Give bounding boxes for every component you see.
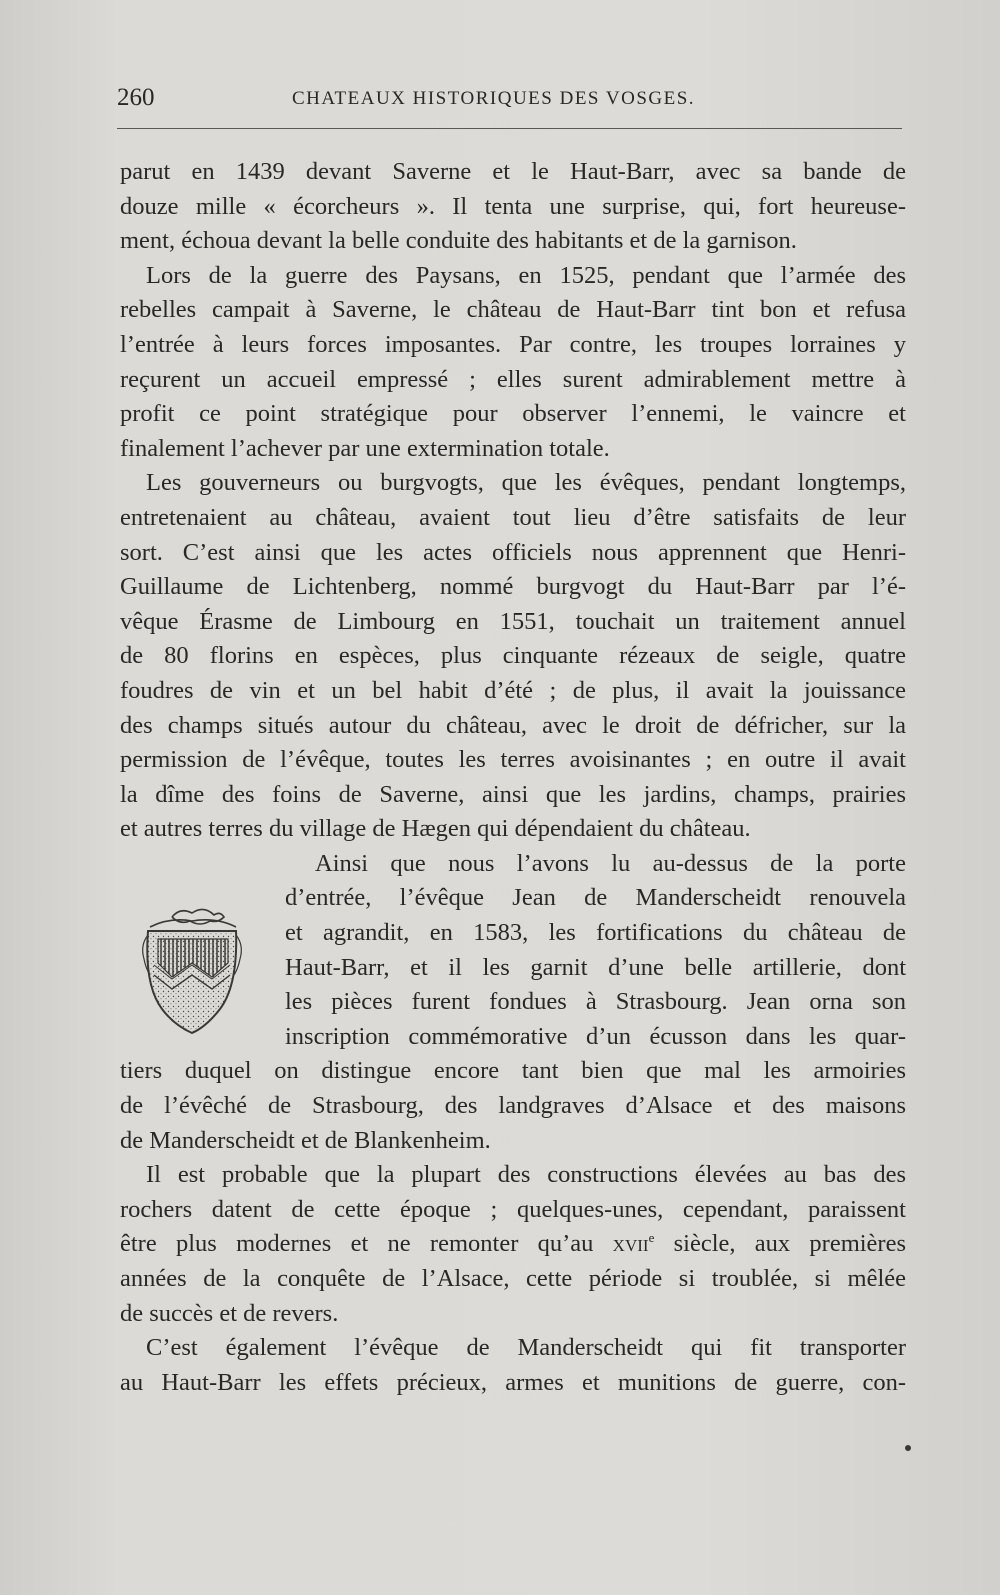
header-rule <box>117 128 902 129</box>
page-header <box>117 84 902 120</box>
text-line: l’entrée à leurs forces imposantes. Par contre, les troupes lorraines y <box>120 330 906 358</box>
text-line: d’entrée, l’évêque Jean de Manderscheidt renouvela <box>285 884 906 912</box>
paragraph-6 <box>120 1331 906 1400</box>
text-line: de l’évêché de Strasbourg, des landgraves d’Alsace et des maisons <box>120 1092 906 1120</box>
text-line: Les gouverneurs ou burgvogts, que les évêques, pendant longtemps, <box>146 469 906 497</box>
text-line: foudres de vin et un bel habit d’été ; de plus, il avait la jouissance <box>120 676 906 704</box>
century-numeral: xvii <box>612 1230 649 1258</box>
text-line: tiers duquel on distingue encore tant bien que mal les armoiries <box>120 1057 906 1085</box>
coat-of-arms-icon <box>132 905 252 1040</box>
paragraph-2 <box>120 259 906 467</box>
paragraph-5 <box>120 1158 906 1331</box>
text-line: années de la conquête de l’Alsace, cette période si troublée, si mêlée <box>120 1265 906 1292</box>
text-line: inscription commémorative d’un écusson dans les quar- <box>285 1022 906 1050</box>
text-line: reçurent un accueil empressé ; elles surent admirablement mettre à <box>120 365 906 393</box>
text-line: Il est probable que la plupart des constructions élevées au bas des <box>146 1161 906 1189</box>
paragraph-1 <box>120 155 906 259</box>
text-fragment: siècle, aux premières <box>654 1230 906 1258</box>
text-line: finalement l’achever par une extermination totale. <box>120 434 610 462</box>
text-line: rochers datent de cette époque ; quelques-unes, cependant, paraissent <box>120 1195 906 1223</box>
text-line: au Haut-Barr les effets précieux, armes et munitions de guerre, con- <box>120 1368 906 1396</box>
ink-speck <box>905 1445 911 1451</box>
superscript: e <box>648 1230 655 1246</box>
text-line: Guillaume de Lichtenberg, nommé burgvogt du Haut-Barr par l’é- <box>120 573 906 601</box>
text-line: les pièces furent fondues à Strasbourg. Jean orna son <box>285 988 906 1016</box>
text-line: de succès et de revers. <box>120 1299 339 1327</box>
text-line: parut en 1439 devant Saverne et le Haut-Barr, avec sa bande de <box>120 158 906 185</box>
page-number: 260 <box>117 84 155 111</box>
text-line: de Manderscheidt et de Blankenheim. <box>120 1126 491 1154</box>
text-line: vêque Érasme de Limbourg en 1551, touchait un traitement annuel <box>120 607 906 635</box>
text-line: entretenaient au château, avaient tout lieu d’être satisfaits de leur <box>120 503 906 531</box>
text-line: de 80 florins en espèces, plus cinquante rézeaux de seigle, quatre <box>120 642 906 670</box>
text-line: et autres terres du village de Hægen qui dépendaient du château. <box>120 815 751 843</box>
text-line <box>120 1227 906 1262</box>
paragraph-3 <box>120 466 906 847</box>
running-title: CHATEAUX HISTORIQUES DES VOSGES. <box>292 88 696 109</box>
body-text <box>120 155 906 1400</box>
text-line: rebelles campait à Saverne, le château de Haut-Barr tint bon et refusa <box>120 296 906 324</box>
text-line: sort. C’est ainsi que les actes officiels nous apprennent que Henri- <box>120 538 906 566</box>
text-line: Ainsi que nous l’avons lu au-dessus de la porte <box>315 849 906 877</box>
text-line: C’est également l’évêque de Manderscheidt qui fit transporter <box>146 1334 906 1362</box>
text-line: Haut-Barr, et il les garnit d’une belle artillerie, dont <box>285 953 906 981</box>
text-line: douze mille « écorcheurs ». Il tenta une surprise, qui, fort heureuse- <box>120 192 906 220</box>
text-line: ment, échoua devant la belle conduite des habitants et de la garnison. <box>120 227 797 255</box>
text-line: la dîme des foins de Saverne, ainsi que les jardins, champs, prairies <box>120 780 906 808</box>
text-line: permission de l’évêque, toutes les terres avoisinantes ; en outre il avait <box>120 746 906 774</box>
text-line: et agrandit, en 1583, les fortifications du château de <box>285 919 906 947</box>
text-line: Lors de la guerre des Paysans, en 1525, pendant que l’armée des <box>146 261 906 289</box>
text-line: des champs situés autour du château, avec le droit de défricher, sur la <box>120 711 906 739</box>
text-line: profit ce point stratégique pour observer l’ennemi, le vaincre et <box>120 400 906 428</box>
text-fragment: être plus modernes et ne remonter qu’au <box>120 1230 613 1258</box>
